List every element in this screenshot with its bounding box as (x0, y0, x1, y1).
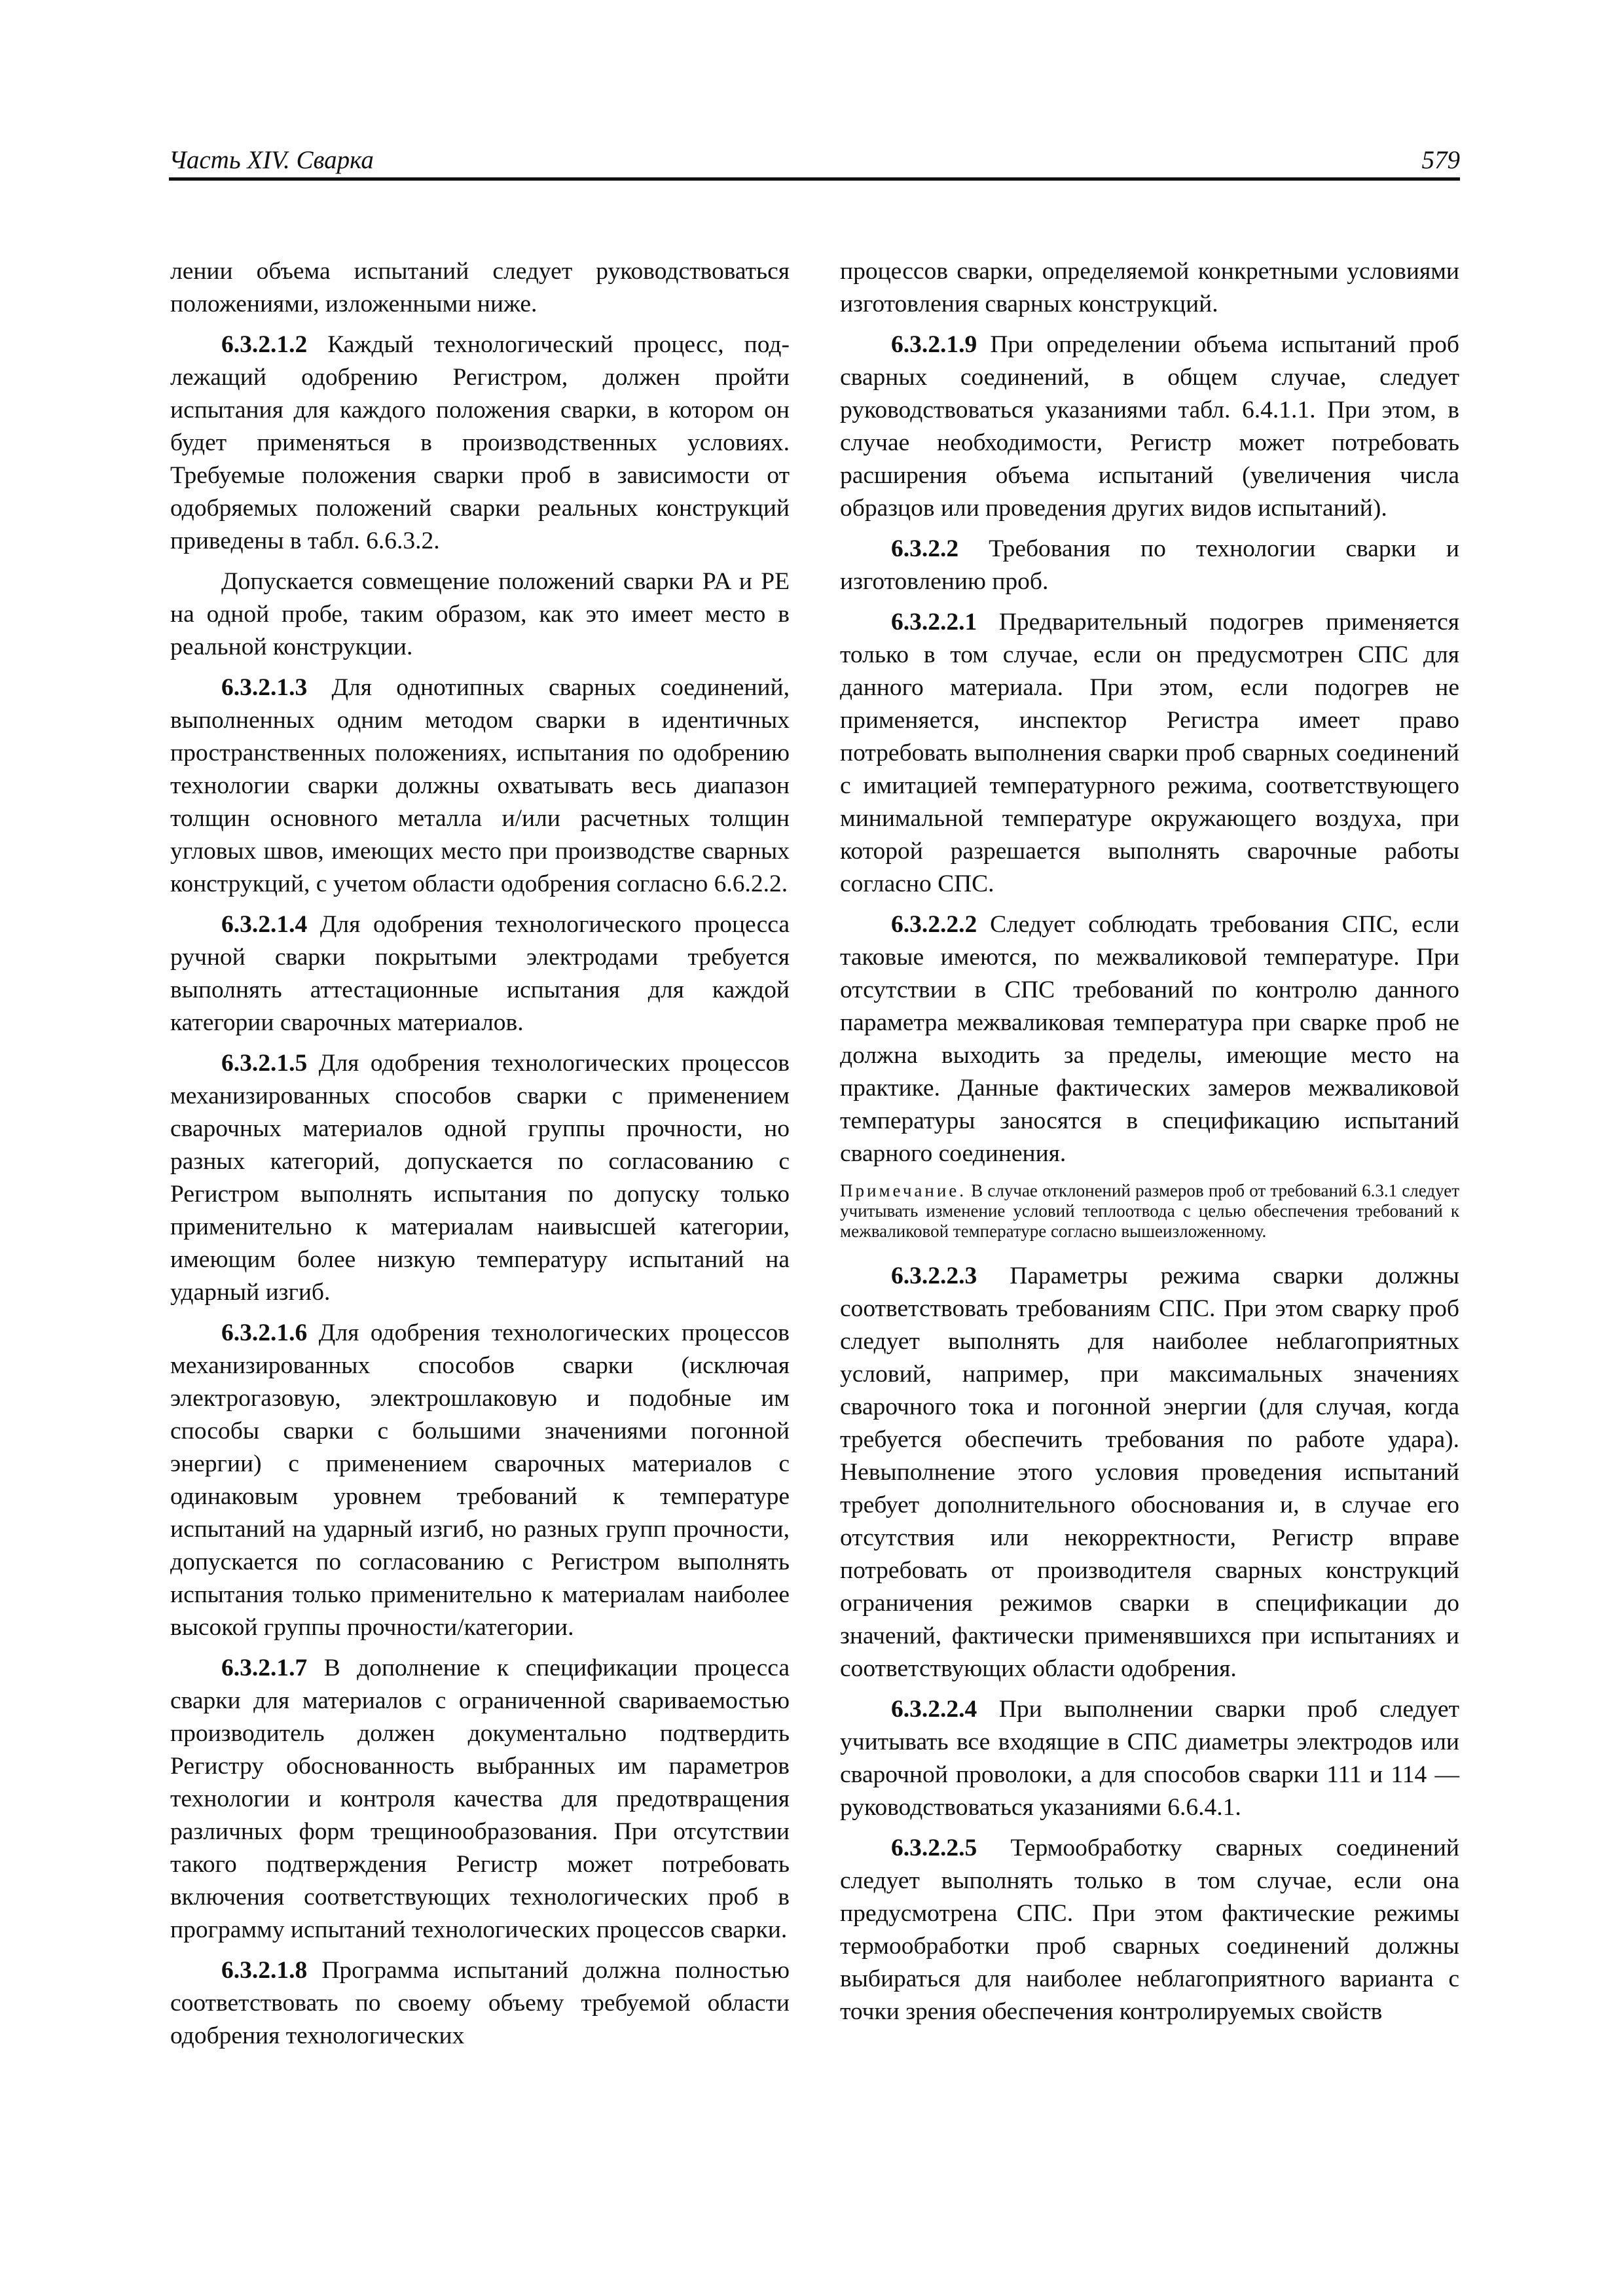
paragraph-text: процессов сварки, определяемой конкретными условиями изготовления сварных конструкций. (840, 258, 1459, 317)
page-number: 579 (1421, 146, 1460, 174)
paragraph (170, 672, 790, 901)
paragraph (170, 1652, 790, 1946)
clause-number: 6.3.2.2.3 (891, 1263, 977, 1289)
clause-number: 6.3.2.2.1 (891, 609, 977, 636)
note-paragraph (840, 1181, 1459, 1242)
clause-number: 6.3.2.2 (891, 535, 959, 562)
paragraph-text: Для одобрения технологического процесса ручной сварки покрытыми электродами требуется выполнять аттестационные испытания для каждой категории сварочных материалов. (170, 911, 790, 1036)
clause-number: 6.3.2.1.5 (221, 1050, 308, 1077)
left-column (170, 255, 790, 2060)
clause-number: 6.3.2.1.2 (221, 331, 308, 358)
clause-number: 6.3.2.1.6 (221, 1319, 308, 1346)
paragraph (840, 1693, 1459, 1824)
paragraph (840, 1832, 1459, 2028)
header-rule (169, 177, 1460, 181)
clause-number: 6.3.2.2.4 (891, 1696, 977, 1723)
paragraph (840, 533, 1459, 598)
paragraph-text: Для однотипных сварных соединений, выполненных одним методом сварки в идентичных пространственных положениях, испытания по одобрению технологии сварки должны охватывать весь диапазон толщин основного металла и/или расчетных толщин угловых швов, имеющих место при производстве сварных конструкций, с учетом области одобрения согласно 6.6.2.2. (170, 674, 790, 897)
paragraph (170, 1047, 790, 1309)
paragraph (170, 908, 790, 1039)
running-title: Часть XIV. Сварка (169, 146, 374, 174)
paragraph (170, 255, 790, 321)
paragraph (170, 565, 790, 664)
paragraph-text: Предварительный подогрев применяется только в том случае, если он предусмотрен СПС для данного материала. При этом, если подогрев не применяется, инспектор Регистра имеет право потребовать выполнения сварки проб сварных соединений с имитацией температурного режима, соответствующего минимальной температуре окружающего воздуха, при которой разрешается выполнять сварочные работы согласно СПС. (840, 609, 1459, 897)
paragraph-text: Следует соблюдать требования СПС, если таковые имеются, по межваликовой температуре. При отсутствии в СПС требований по контролю данного параметра межваликовая температура при сварке проб не должна выходить за пределы, имеющие место на практике. Данные фактических замеров межваликовой температуры заносятся в спецификацию испытаний сварного соединения. (840, 911, 1459, 1167)
paragraph-text: Термообработку сварных соединений следует выполнять только в том случае, если она предусмотрена СПС. При этом фактические режимы термообработки проб сварных соединений должны выбираться для наиболее неблагоприятного варианта с точки зрения обеспечения контролируемых свойств (840, 1835, 1459, 2025)
paragraph (170, 1954, 790, 2053)
paragraph-text: лении объема испытаний следует руководствоваться положениями, изложенными ниже. (170, 258, 790, 317)
running-header (169, 145, 1460, 178)
clause-number: 6.3.2.1.9 (891, 331, 977, 358)
clause-number: 6.3.2.1.3 (221, 674, 308, 701)
paragraph-text: При определении объема испытаний проб сварных соединений, в общем случае, следует руководствоваться указаниями табл. 6.4.1.1. При этом, в случае необходимости, Регистр может потребовать расширения объема испытаний (увеличения числа образцов или проведения других видов испытаний). (840, 331, 1459, 522)
paragraph-text: Для одобрения технологических процессов механизированных способов сварки с применением сварочных материалов одной группы прочности, но разных категорий, допускается по согласованию с Регистром выполнять испытания по допуску только применительно к материалам наивысшей категории, имеющим более низкую температуру испытаний на ударный изгиб. (170, 1050, 790, 1306)
paragraph-text: В дополнение к спецификации процесса сварки для материалов с ограниченной свариваемостью производитель должен документально подтвердить Регистру обоснованность выбранных им параметров технологии и контроля качества для предотвращения различных форм трещинообразования. При отсутствии такого подтверждения Регистр может потребовать включения соответствующих технологических проб в программу испытаний технологических процессов сварки. (170, 1655, 790, 1943)
note-label: Примечание. (840, 1181, 967, 1200)
paragraph-text: При выполнении сварки проб следует учитывать все входящие в СПС диаметры электродов или сварочной проволоки, а для способов сварки 111 и 114 — руководствоваться указаниями 6.6.4.1. (840, 1696, 1459, 1821)
paragraph (170, 329, 790, 558)
clause-number: 6.3.2.2.5 (891, 1835, 977, 1861)
paragraph (840, 606, 1459, 901)
paragraph-text: Для одобрения технологических процессов механизированных способов сварки (исключая электрогазовую, электрошлаковую и подобные им способы сварки с большими значениями погонной энергии) с применением сварочных материалов с одинаковым уровнем требований к температуре испытаний на ударный изгиб, но разных групп прочности, допускается по согласованию с Регистром выполнять испытания только применительно к материалам наиболее высокой группы прочности/категории. (170, 1319, 790, 1641)
clause-number: 6.3.2.1.4 (221, 911, 308, 938)
clause-number: 6.3.2.1.7 (221, 1655, 308, 1681)
paragraph-text: Параметры режима сварки должны соответствовать требованиям СПС. При этом сварку проб следует выполнять для наиболее неблагоприятных условий, например, при максимальных значениях сварочного тока и погонной энергии (для случая, когда требуется обеспечить требования по работе удара). Невыполнение этого условия проведения испытаний требует дополнительного обоснования и, в случае его отсутствия или некорректности, Регистр вправе потребовать от производителя сварных конструкций ограничения режимов сварки в спецификации до значений, фактически применявшихся при испытаниях и соответствующих области одобрения. (840, 1263, 1459, 1682)
paragraph-text: Каждый технологический процесс, подлежащий одобрению Регистром, должен пройти испытания для каждого положения сварки, в котором он будет применяться в производственных условиях. Требуемые положения сварки проб в зависимости от одобряемых положений сварки реальных конструкций приведены в табл. 6.6.3.2. (170, 331, 790, 554)
paragraph-text: Допускается совмещение положений сварки PA и PE на одной пробе, таким образом, как это имеет место в реальной конструкции. (170, 568, 790, 660)
paragraph-text: Программа испытаний должна полностью соответствовать по своему объему требуемой области одобрения технологических (170, 1957, 790, 2049)
paragraph (170, 1317, 790, 1644)
paragraph (840, 1260, 1459, 1685)
paragraph (840, 329, 1459, 525)
paragraph-text: В случае отклонений размеров проб от требований 6.3.1 следует учитывать изменение условий теплоотвода с целью обеспечения требований к межваликовой температуре согласно вышеизложенному. (840, 1181, 1459, 1241)
right-column (840, 255, 1459, 2036)
clause-number: 6.3.2.2.2 (891, 911, 977, 938)
clause-number: 6.3.2.1.8 (221, 1957, 308, 1984)
paragraph (840, 908, 1459, 1170)
paragraph (840, 255, 1459, 321)
paragraph-text: Требования по технологии сварки и изготовлению проб. (840, 535, 1459, 595)
